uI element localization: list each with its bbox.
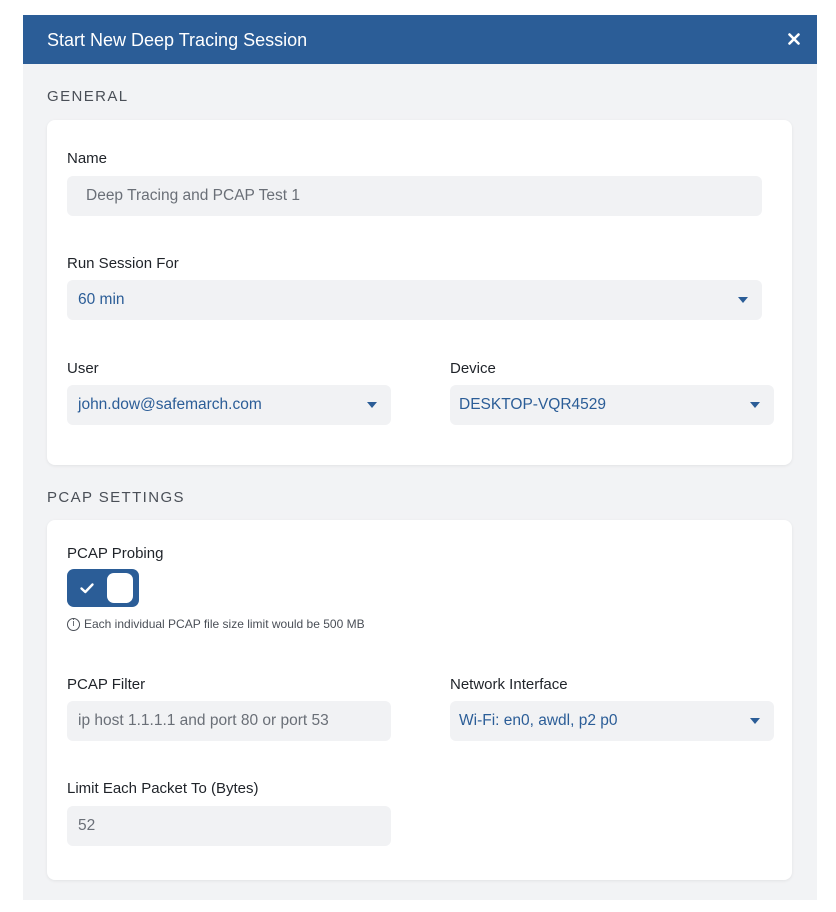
pcap-section-title: PCAP SETTINGS: [47, 489, 185, 506]
run-session-label: Run Session For: [67, 255, 179, 272]
pcap-filter-label: PCAP Filter: [67, 676, 146, 693]
close-icon: [788, 33, 800, 45]
dialog-title: Start New Deep Tracing Session: [47, 30, 308, 50]
start-session-dialog: [23, 15, 817, 900]
pcap-card: [47, 520, 792, 880]
pcap-size-hint: [67, 616, 365, 632]
device-select[interactable]: [450, 385, 774, 425]
packet-limit-field[interactable]: 52: [67, 806, 391, 846]
dialog-header: [23, 15, 817, 64]
run-session-select[interactable]: [67, 280, 762, 320]
name-label: Name: [67, 150, 108, 167]
run-session-value: 60 min: [78, 291, 125, 308]
user-select[interactable]: [67, 385, 391, 425]
general-section-title: GENERAL: [47, 88, 129, 105]
packet-limit-label: Limit Each Packet To (Bytes): [67, 780, 259, 797]
chevron-down-icon: [367, 402, 377, 408]
close-button[interactable]: [781, 26, 807, 52]
info-icon: i: [67, 618, 80, 631]
network-interface-select[interactable]: [450, 701, 774, 741]
chevron-down-icon: [750, 402, 760, 408]
user-label: User: [67, 360, 99, 377]
device-label: Device: [450, 360, 496, 377]
name-field[interactable]: Deep Tracing and PCAP Test 1: [67, 176, 762, 216]
chevron-down-icon: [750, 718, 760, 724]
check-icon: [79, 580, 95, 596]
pcap-size-hint-text: Each individual PCAP file size limit would be 500 MB: [84, 617, 365, 631]
toggle-knob: [107, 573, 133, 603]
chevron-down-icon: [738, 297, 748, 303]
user-value: john.dow@safemarch.com: [78, 396, 262, 413]
pcap-probing-toggle[interactable]: [67, 569, 139, 607]
general-card: [47, 120, 792, 465]
device-value: DESKTOP-VQR4529: [459, 396, 607, 413]
pcap-filter-field[interactable]: ip host 1.1.1.1 and port 80 or port 53: [67, 701, 391, 741]
network-interface-label: Network Interface: [450, 676, 568, 693]
pcap-probing-label: PCAP Probing: [67, 545, 164, 562]
network-interface-value: Wi-Fi: en0, awdl, p2 p0: [459, 712, 618, 729]
